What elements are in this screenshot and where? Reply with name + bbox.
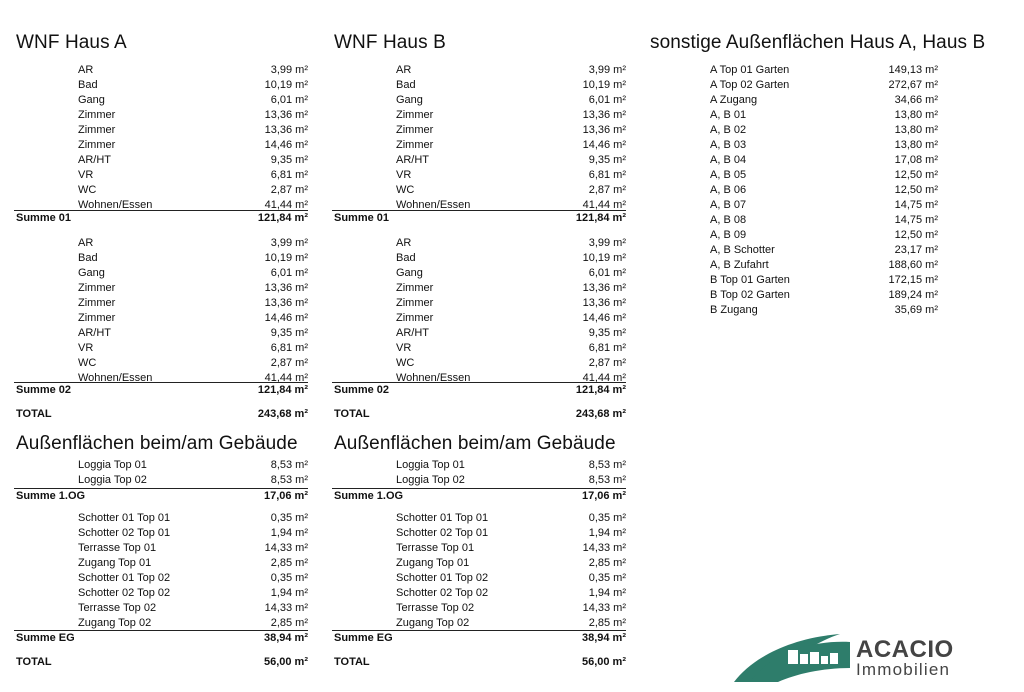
sum-value: 121,84 m² [257,212,308,224]
list-item [636,138,1024,153]
list-item [0,511,320,526]
item-label: AR [78,64,94,76]
sum-value: 121,84 m² [575,212,626,224]
list-item [318,93,638,108]
item-label: Schotter 01 Top 02 [78,572,171,584]
list-item [0,78,320,93]
haus-a-og-list [0,458,320,488]
list-item [636,93,1024,108]
item-label: Zimmer [78,109,116,121]
list-item [318,511,638,526]
haus-b-sum01 [334,210,626,226]
item-label: Zugang Top 02 [78,617,152,629]
item-value: 9,35 m² [588,327,626,339]
total-value: 243,68 m² [257,408,308,420]
list-item [318,458,638,473]
list-item [0,266,320,281]
total-label: TOTAL [334,408,370,420]
item-label: AR [396,237,412,249]
item-label: Zimmer [78,139,116,151]
item-value: 0,35 m² [270,512,308,524]
item-value: 13,36 m² [582,109,626,121]
haus-a-sum-eg [16,630,308,646]
item-value: 2,85 m² [588,617,626,629]
list-item [0,616,320,631]
item-label: Zimmer [78,297,116,309]
list-item [0,281,320,296]
item-value: 189,24 m² [888,289,938,301]
item-label: Zimmer [78,312,116,324]
item-value: 0,35 m² [588,572,626,584]
list-item [636,108,1024,123]
item-label: A, B 08 [710,214,747,226]
item-value: 8,53 m² [588,474,626,486]
haus-b-column [318,0,638,692]
item-value: 13,36 m² [264,124,308,136]
item-label: WC [78,184,97,196]
item-value: 13,36 m² [264,109,308,121]
item-value: 172,15 m² [888,274,938,286]
haus-a-top02-list [0,236,320,386]
item-label: Zimmer [396,139,434,151]
list-item [0,458,320,473]
item-value: 14,46 m² [264,139,308,151]
total-value: 56,00 m² [581,656,626,668]
list-item [318,108,638,123]
item-label: Terrasse Top 02 [396,602,475,614]
item-label: AR/HT [396,327,429,339]
item-value: 10,19 m² [264,252,308,264]
list-item [0,326,320,341]
sum-value: 38,94 m² [263,632,308,644]
item-value: 9,35 m² [588,154,626,166]
logo-brand: ACACIO [856,636,954,663]
list-item [0,586,320,601]
item-label: Bad [78,79,98,91]
list-item [318,311,638,326]
item-value: 6,81 m² [270,342,308,354]
item-label: Loggia Top 02 [78,474,147,486]
list-item [318,78,638,93]
haus-b-og-list [318,458,638,488]
item-label: Schotter 02 Top 01 [78,527,171,539]
item-label: Zimmer [396,124,434,136]
item-value: 14,33 m² [582,542,626,554]
list-item [0,601,320,616]
item-label: Terrasse Top 01 [78,542,157,554]
list-item [0,541,320,556]
sum-label: Summe 1.OG [334,490,404,502]
item-label: Bad [78,252,98,264]
item-label: Schotter 02 Top 02 [78,587,171,599]
list-item [636,153,1024,168]
list-item [0,168,320,183]
item-value: 3,99 m² [588,64,626,76]
item-value: 13,80 m² [894,124,938,136]
item-label: Gang [396,94,423,106]
item-value: 14,46 m² [582,312,626,324]
item-value: 14,33 m² [264,542,308,554]
item-value: 10,19 m² [264,79,308,91]
list-item [0,571,320,586]
list-item [318,326,638,341]
item-label: Gang [78,267,105,279]
item-label: WC [396,357,415,369]
item-label: VR [78,169,94,181]
item-value: 6,01 m² [270,94,308,106]
haus-a-sum-og [16,488,308,504]
item-value: 6,01 m² [588,267,626,279]
list-item [0,296,320,311]
list-item [318,356,638,371]
item-value: 8,53 m² [270,459,308,471]
list-item [318,123,638,138]
list-item [318,138,638,153]
list-item [636,213,1024,228]
item-value: 9,35 m² [270,327,308,339]
item-value: 2,87 m² [588,184,626,196]
list-item [636,123,1024,138]
item-value: 13,36 m² [582,297,626,309]
item-value: 13,36 m² [264,297,308,309]
item-value: 272,67 m² [888,79,938,91]
item-value: 1,94 m² [270,587,308,599]
item-label: Zimmer [78,124,116,136]
list-item [318,526,638,541]
item-value: 8,53 m² [588,459,626,471]
item-value: 2,85 m² [588,557,626,569]
sum-value: 121,84 m² [575,384,626,396]
item-value: 3,99 m² [270,64,308,76]
list-item [0,138,320,153]
sonstige-title: sonstige Außenflächen Haus A, Haus B [650,32,986,53]
item-value: 149,13 m² [888,64,938,76]
list-item [318,251,638,266]
item-value: 14,33 m² [264,602,308,614]
item-value: 188,60 m² [888,259,938,271]
list-item [636,228,1024,243]
item-value: 10,19 m² [582,252,626,264]
item-value: 3,99 m² [270,237,308,249]
list-item [636,78,1024,93]
item-value: 3,99 m² [588,237,626,249]
haus-b-sum-eg [334,630,626,646]
item-label: Zugang Top 01 [78,557,152,569]
item-label: AR/HT [78,327,111,339]
item-label: VR [78,342,94,354]
item-value: 41,44 m² [582,199,626,211]
sum-value: 17,06 m² [581,490,626,502]
item-value: 2,85 m² [270,557,308,569]
total-value: 56,00 m² [263,656,308,668]
item-label: A, B 09 [710,229,747,241]
item-value: 12,50 m² [894,229,938,241]
haus-b-title: WNF Haus B [334,32,446,53]
item-label: A, B Zufahrt [710,259,769,271]
sum-label: Summe 1.OG [16,490,86,502]
item-label: Gang [396,267,423,279]
list-item [636,258,1024,273]
item-value: 13,80 m² [894,109,938,121]
haus-b-sum02 [334,382,626,398]
total-label: TOTAL [16,656,52,668]
item-label: Zimmer [78,282,116,294]
list-item [318,296,638,311]
haus-a-column [0,0,320,692]
list-item [0,153,320,168]
item-label: Terrasse Top 02 [78,602,157,614]
item-value: 23,17 m² [894,244,938,256]
list-item [318,556,638,571]
item-value: 13,36 m² [582,124,626,136]
item-label: A, B 06 [710,184,747,196]
item-value: 2,87 m² [588,357,626,369]
item-value: 0,35 m² [588,512,626,524]
total-value: 243,68 m² [575,408,626,420]
item-value: 6,01 m² [588,94,626,106]
haus-b-total2 [334,654,626,670]
item-label: A, B 04 [710,154,747,166]
item-value: 2,85 m² [270,617,308,629]
sum-label: Summe EG [334,632,393,644]
item-value: 10,19 m² [582,79,626,91]
item-label: B Top 01 Garten [710,274,790,286]
item-label: WC [396,184,415,196]
item-label: VR [396,169,412,181]
item-value: 41,44 m² [264,199,308,211]
item-label: Schotter 02 Top 02 [396,587,489,599]
list-item [636,303,1024,318]
haus-a-eg-list [0,511,320,631]
item-value: 0,35 m² [270,572,308,584]
item-label: AR/HT [396,154,429,166]
item-label: Schotter 01 Top 02 [396,572,489,584]
list-item [0,236,320,251]
item-label: AR/HT [78,154,111,166]
list-item [318,281,638,296]
item-label: A, B 01 [710,109,747,121]
list-item [636,168,1024,183]
total-label: TOTAL [334,656,370,668]
haus-b-outer-title: Außenflächen beim/am Gebäude [334,433,616,454]
list-item [0,123,320,138]
list-item [0,311,320,326]
haus-b-eg-list [318,511,638,631]
item-label: Schotter 01 Top 01 [396,512,489,524]
item-label: Wohnen/Essen [78,199,153,211]
item-label: B Zugang [710,304,758,316]
haus-a-outer-title: Außenflächen beim/am Gebäude [16,433,298,454]
list-item [318,601,638,616]
list-item [0,63,320,78]
sum-label: Summe EG [16,632,75,644]
item-value: 35,69 m² [894,304,938,316]
item-label: Bad [396,79,416,91]
list-item [0,556,320,571]
item-label: Zugang Top 01 [396,557,470,569]
item-label: Zimmer [396,312,434,324]
item-label: AR [78,237,94,249]
item-value: 6,81 m² [588,169,626,181]
item-label: A Zugang [710,94,758,106]
item-label: A, B 07 [710,199,747,211]
list-item [318,341,638,356]
item-label: WC [78,357,97,369]
item-value: 2,87 m² [270,184,308,196]
list-item [318,236,638,251]
list-item [0,183,320,198]
haus-b-top01-list [318,63,638,213]
list-item [318,473,638,488]
haus-a-sum02 [16,382,308,398]
haus-b-sum-og [334,488,626,504]
haus-a-title: WNF Haus A [16,32,127,53]
item-label: Zimmer [396,109,434,121]
list-item [0,341,320,356]
list-item [0,108,320,123]
sonstige-column [636,0,1024,692]
list-item [636,198,1024,213]
item-label: Loggia Top 02 [396,474,465,486]
item-label: Loggia Top 01 [78,459,147,471]
list-item [636,243,1024,258]
sum-label: Summe 02 [16,384,72,396]
item-label: Wohnen/Essen [396,199,471,211]
haus-a-total2 [16,654,308,670]
item-label: A, B 02 [710,124,747,136]
sum-value: 17,06 m² [263,490,308,502]
list-item [0,526,320,541]
sum-label: Summe 01 [334,212,390,224]
item-value: 1,94 m² [270,527,308,539]
item-value: 14,46 m² [264,312,308,324]
item-label: A Top 02 Garten [710,79,790,91]
haus-a-top01-list [0,63,320,213]
item-label: A, B 03 [710,139,747,151]
item-value: 12,50 m² [894,169,938,181]
item-label: Zimmer [396,297,434,309]
item-value: 13,36 m² [582,282,626,294]
item-value: 41,44 m² [264,372,308,384]
item-value: 6,81 m² [270,169,308,181]
item-value: 14,46 m² [582,139,626,151]
list-item [318,63,638,78]
item-label: Gang [78,94,105,106]
list-item [318,266,638,281]
haus-a-sum01 [16,210,308,226]
list-item [0,473,320,488]
haus-a-total [16,406,308,422]
list-item [318,168,638,183]
item-label: Zugang Top 02 [396,617,470,629]
item-value: 41,44 m² [582,372,626,384]
item-value: 14,75 m² [894,199,938,211]
item-value: 9,35 m² [270,154,308,166]
item-label: Wohnen/Essen [396,372,471,384]
list-item [318,153,638,168]
item-value: 1,94 m² [588,587,626,599]
list-item [636,183,1024,198]
item-label: Schotter 02 Top 01 [396,527,489,539]
item-label: Wohnen/Essen [78,372,153,384]
item-value: 12,50 m² [894,184,938,196]
item-label: A Top 01 Garten [710,64,790,76]
item-value: 8,53 m² [270,474,308,486]
item-label: B Top 02 Garten [710,289,790,301]
haus-b-total [334,406,626,422]
list-item [0,251,320,266]
item-label: Bad [396,252,416,264]
list-item [636,273,1024,288]
total-label: TOTAL [16,408,52,420]
item-label: A, B Schotter [710,244,775,256]
item-value: 6,01 m² [270,267,308,279]
logo-sub: Immobilien [856,660,951,679]
list-item [318,541,638,556]
list-item [0,93,320,108]
item-label: Terrasse Top 01 [396,542,475,554]
list-item [0,356,320,371]
item-value: 34,66 m² [894,94,938,106]
item-value: 6,81 m² [588,342,626,354]
list-item [318,586,638,601]
list-item [318,183,638,198]
list-item [636,63,1024,78]
sum-value: 121,84 m² [257,384,308,396]
item-value: 14,75 m² [894,214,938,226]
sum-label: Summe 01 [16,212,72,224]
item-value: 13,36 m² [264,282,308,294]
item-label: Schotter 01 Top 01 [78,512,171,524]
item-value: 13,80 m² [894,139,938,151]
list-item [318,571,638,586]
item-label: A, B 05 [710,169,747,181]
item-value: 1,94 m² [588,527,626,539]
list-item [636,288,1024,303]
sonstige-list [636,63,1024,318]
item-label: VR [396,342,412,354]
item-value: 14,33 m² [582,602,626,614]
sum-value: 38,94 m² [581,632,626,644]
list-item [318,616,638,631]
item-label: Loggia Top 01 [396,459,465,471]
sum-label: Summe 02 [334,384,390,396]
item-value: 2,87 m² [270,357,308,369]
item-label: Zimmer [396,282,434,294]
haus-b-top02-list [318,236,638,386]
item-label: AR [396,64,412,76]
item-value: 17,08 m² [894,154,938,166]
